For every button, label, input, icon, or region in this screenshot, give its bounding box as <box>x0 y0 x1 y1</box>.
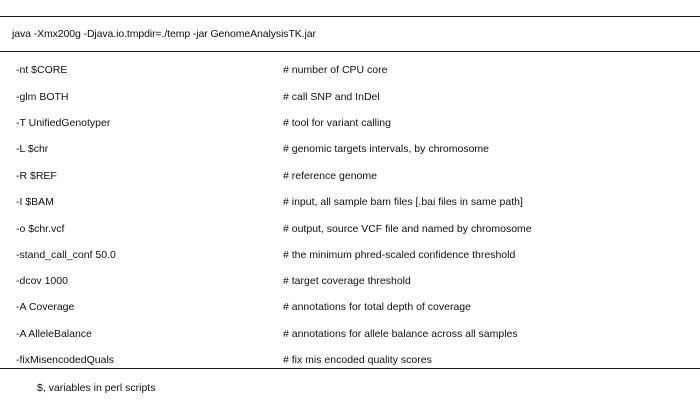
comment-cell: # fix mis encoded quality scores <box>283 354 432 366</box>
option-cell: -stand_call_conf 50.0 <box>16 249 116 261</box>
table-row <box>0 249 700 269</box>
bottom-rule <box>0 368 700 369</box>
table-row <box>0 275 700 295</box>
option-cell: -dcov 1000 <box>16 275 68 287</box>
option-cell: -A Coverage <box>16 301 75 313</box>
option-cell: -fixMisencodedQuals <box>16 354 115 366</box>
comment-cell: # output, source VCF file and named by chromosome <box>283 223 532 235</box>
table-row <box>0 223 700 243</box>
option-cell: -A AlleleBalance <box>16 328 92 340</box>
comment-cell: # input, all sample bam files [.bai files in same path] <box>283 196 523 208</box>
table-row <box>0 64 700 84</box>
comment-cell: # tool for variant calling <box>283 117 391 129</box>
table-row <box>0 91 700 111</box>
comment-cell: # reference genome <box>283 170 377 182</box>
table-row <box>0 170 700 190</box>
option-cell: -R $REF <box>16 170 57 182</box>
table-row <box>0 196 700 216</box>
comment-cell: # call SNP and InDel <box>283 91 380 103</box>
comment-cell: # the minimum phred-scaled confidence threshold <box>283 249 516 261</box>
option-cell: -L $chr <box>16 143 49 155</box>
option-cell: -glm BOTH <box>16 91 69 103</box>
table-row <box>0 301 700 321</box>
comment-cell: # annotations for allele balance across all samples <box>283 328 518 340</box>
header-rule <box>0 51 700 52</box>
top-rule <box>0 16 700 17</box>
comment-cell: # genomic targets intervals, by chromosome <box>283 143 490 155</box>
table-row <box>0 143 700 163</box>
table-row <box>0 354 700 374</box>
footnote: $, variables in perl scripts <box>37 382 156 394</box>
option-cell: -I $BAM <box>16 196 54 208</box>
command-line: java -Xmx200g -Djava.io.tmpdir=./temp -jar GenomeAnalysisTK.jar <box>12 28 316 40</box>
comment-cell: # number of CPU core <box>283 64 388 76</box>
option-cell: -o $chr.vcf <box>16 223 65 235</box>
option-cell: -nt $CORE <box>16 64 68 76</box>
comment-cell: # annotations for total depth of coverage <box>283 301 471 313</box>
comment-cell: # target coverage threshold <box>283 275 411 287</box>
option-cell: -T UnifiedGenotyper <box>16 117 111 129</box>
table-row <box>0 117 700 137</box>
table-row <box>0 328 700 348</box>
